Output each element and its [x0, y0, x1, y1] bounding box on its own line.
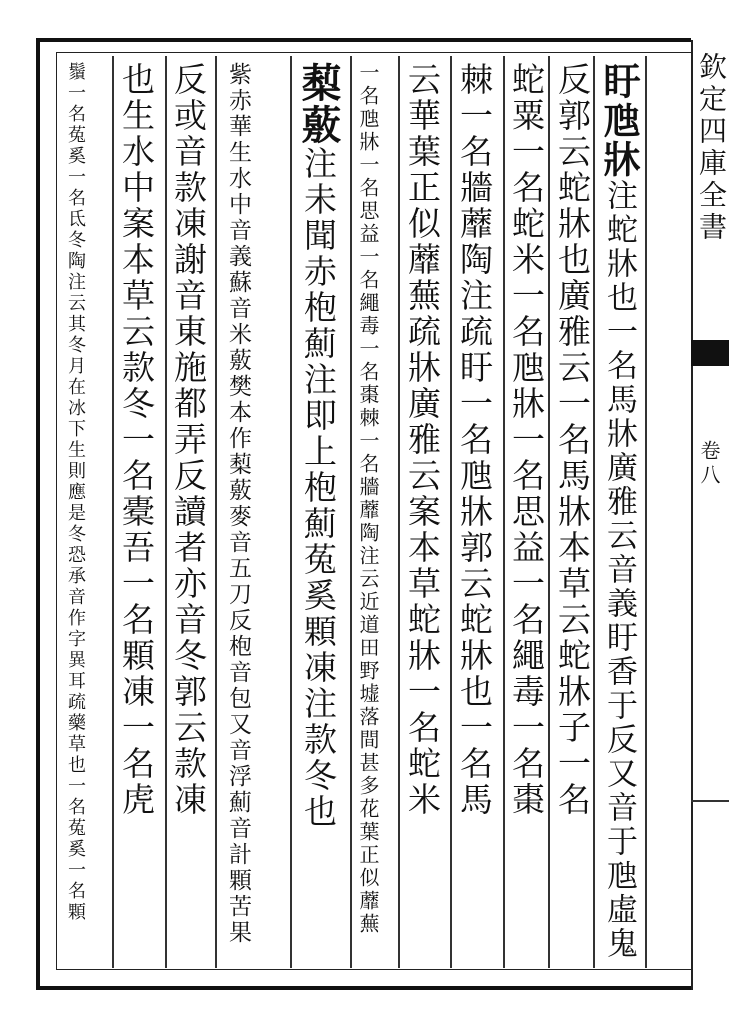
volume-label: 卷八: [697, 440, 721, 488]
book-title: 欽定四庫全書: [695, 52, 728, 244]
column-rule: [290, 56, 292, 968]
column-rule: [112, 56, 114, 968]
text-column-9: [169, 62, 208, 818]
column-text: 紫赤華生水中音義蘇音米薂樊本作䔧薂麥音五刀反枹音包又音浮薊音計顆苦果: [225, 62, 251, 946]
column-rule: [215, 56, 217, 968]
column-rule: [645, 56, 647, 968]
column-rule: [350, 56, 352, 968]
margin-rule: [691, 800, 729, 802]
text-column-8: [226, 62, 249, 946]
column-text: 注蛇牀也一名馬牀廣雅云音義盱香于反又音于虺虛鬼: [601, 179, 637, 961]
text-column-6: [358, 62, 378, 936]
text-column-3: [507, 62, 546, 818]
text-column-2: [553, 62, 592, 818]
text-column-5: [403, 62, 442, 818]
column-rule: [503, 56, 505, 968]
page-margin: [691, 40, 729, 990]
column-text: 也生水中案本草云款冬一名橐吾一名顆凍一名虎: [117, 62, 156, 818]
column-text: 棘一名牆蘼陶注疏盱一名虺牀郭云蛇牀也一名馬: [455, 62, 494, 818]
headword: 䔧薂: [295, 62, 342, 146]
column-rule: [165, 56, 167, 968]
column-rule: [593, 56, 595, 968]
text-column-11: [66, 62, 84, 923]
text-column-7: [295, 62, 342, 830]
column-text: 注未聞赤枹薊注即上枹薊菟奚顆凍注款冬也: [299, 146, 338, 830]
column-text: 反郭云蛇牀也廣雅云一名馬牀本草云蛇牀子一名: [553, 62, 592, 818]
text-column-10: [117, 62, 156, 818]
column-text: 蛇粟一名蛇米一名虺牀一名思益一名繩毒一名棗: [507, 62, 546, 818]
text-column-4: [455, 62, 494, 818]
column-text: 鬚一名菟奚一名氐冬陶注云其冬月在冰下生則應是冬恐承音作字異耳疏藥草也一名菟奚一名顆: [65, 62, 86, 923]
column-rule: [548, 56, 550, 968]
column-text: 反或音款凍謝音東施都弄反讀者亦音冬郭云款凍: [169, 62, 208, 818]
headword: 盱虺牀: [597, 62, 641, 179]
text-column-1: [597, 62, 641, 961]
column-rule: [398, 56, 400, 968]
column-text: 云華葉正似蘼蕪疏牀廣雅云案本草蛇牀一名蛇米: [403, 62, 442, 818]
column-text: 一名虺牀一名思益一名繩毒一名棗棘一名牆蘼陶注云近道田野墟落間甚多花葉正似蘼蕪: [356, 62, 380, 936]
column-rule: [450, 56, 452, 968]
fishtail-mark: [691, 340, 729, 366]
